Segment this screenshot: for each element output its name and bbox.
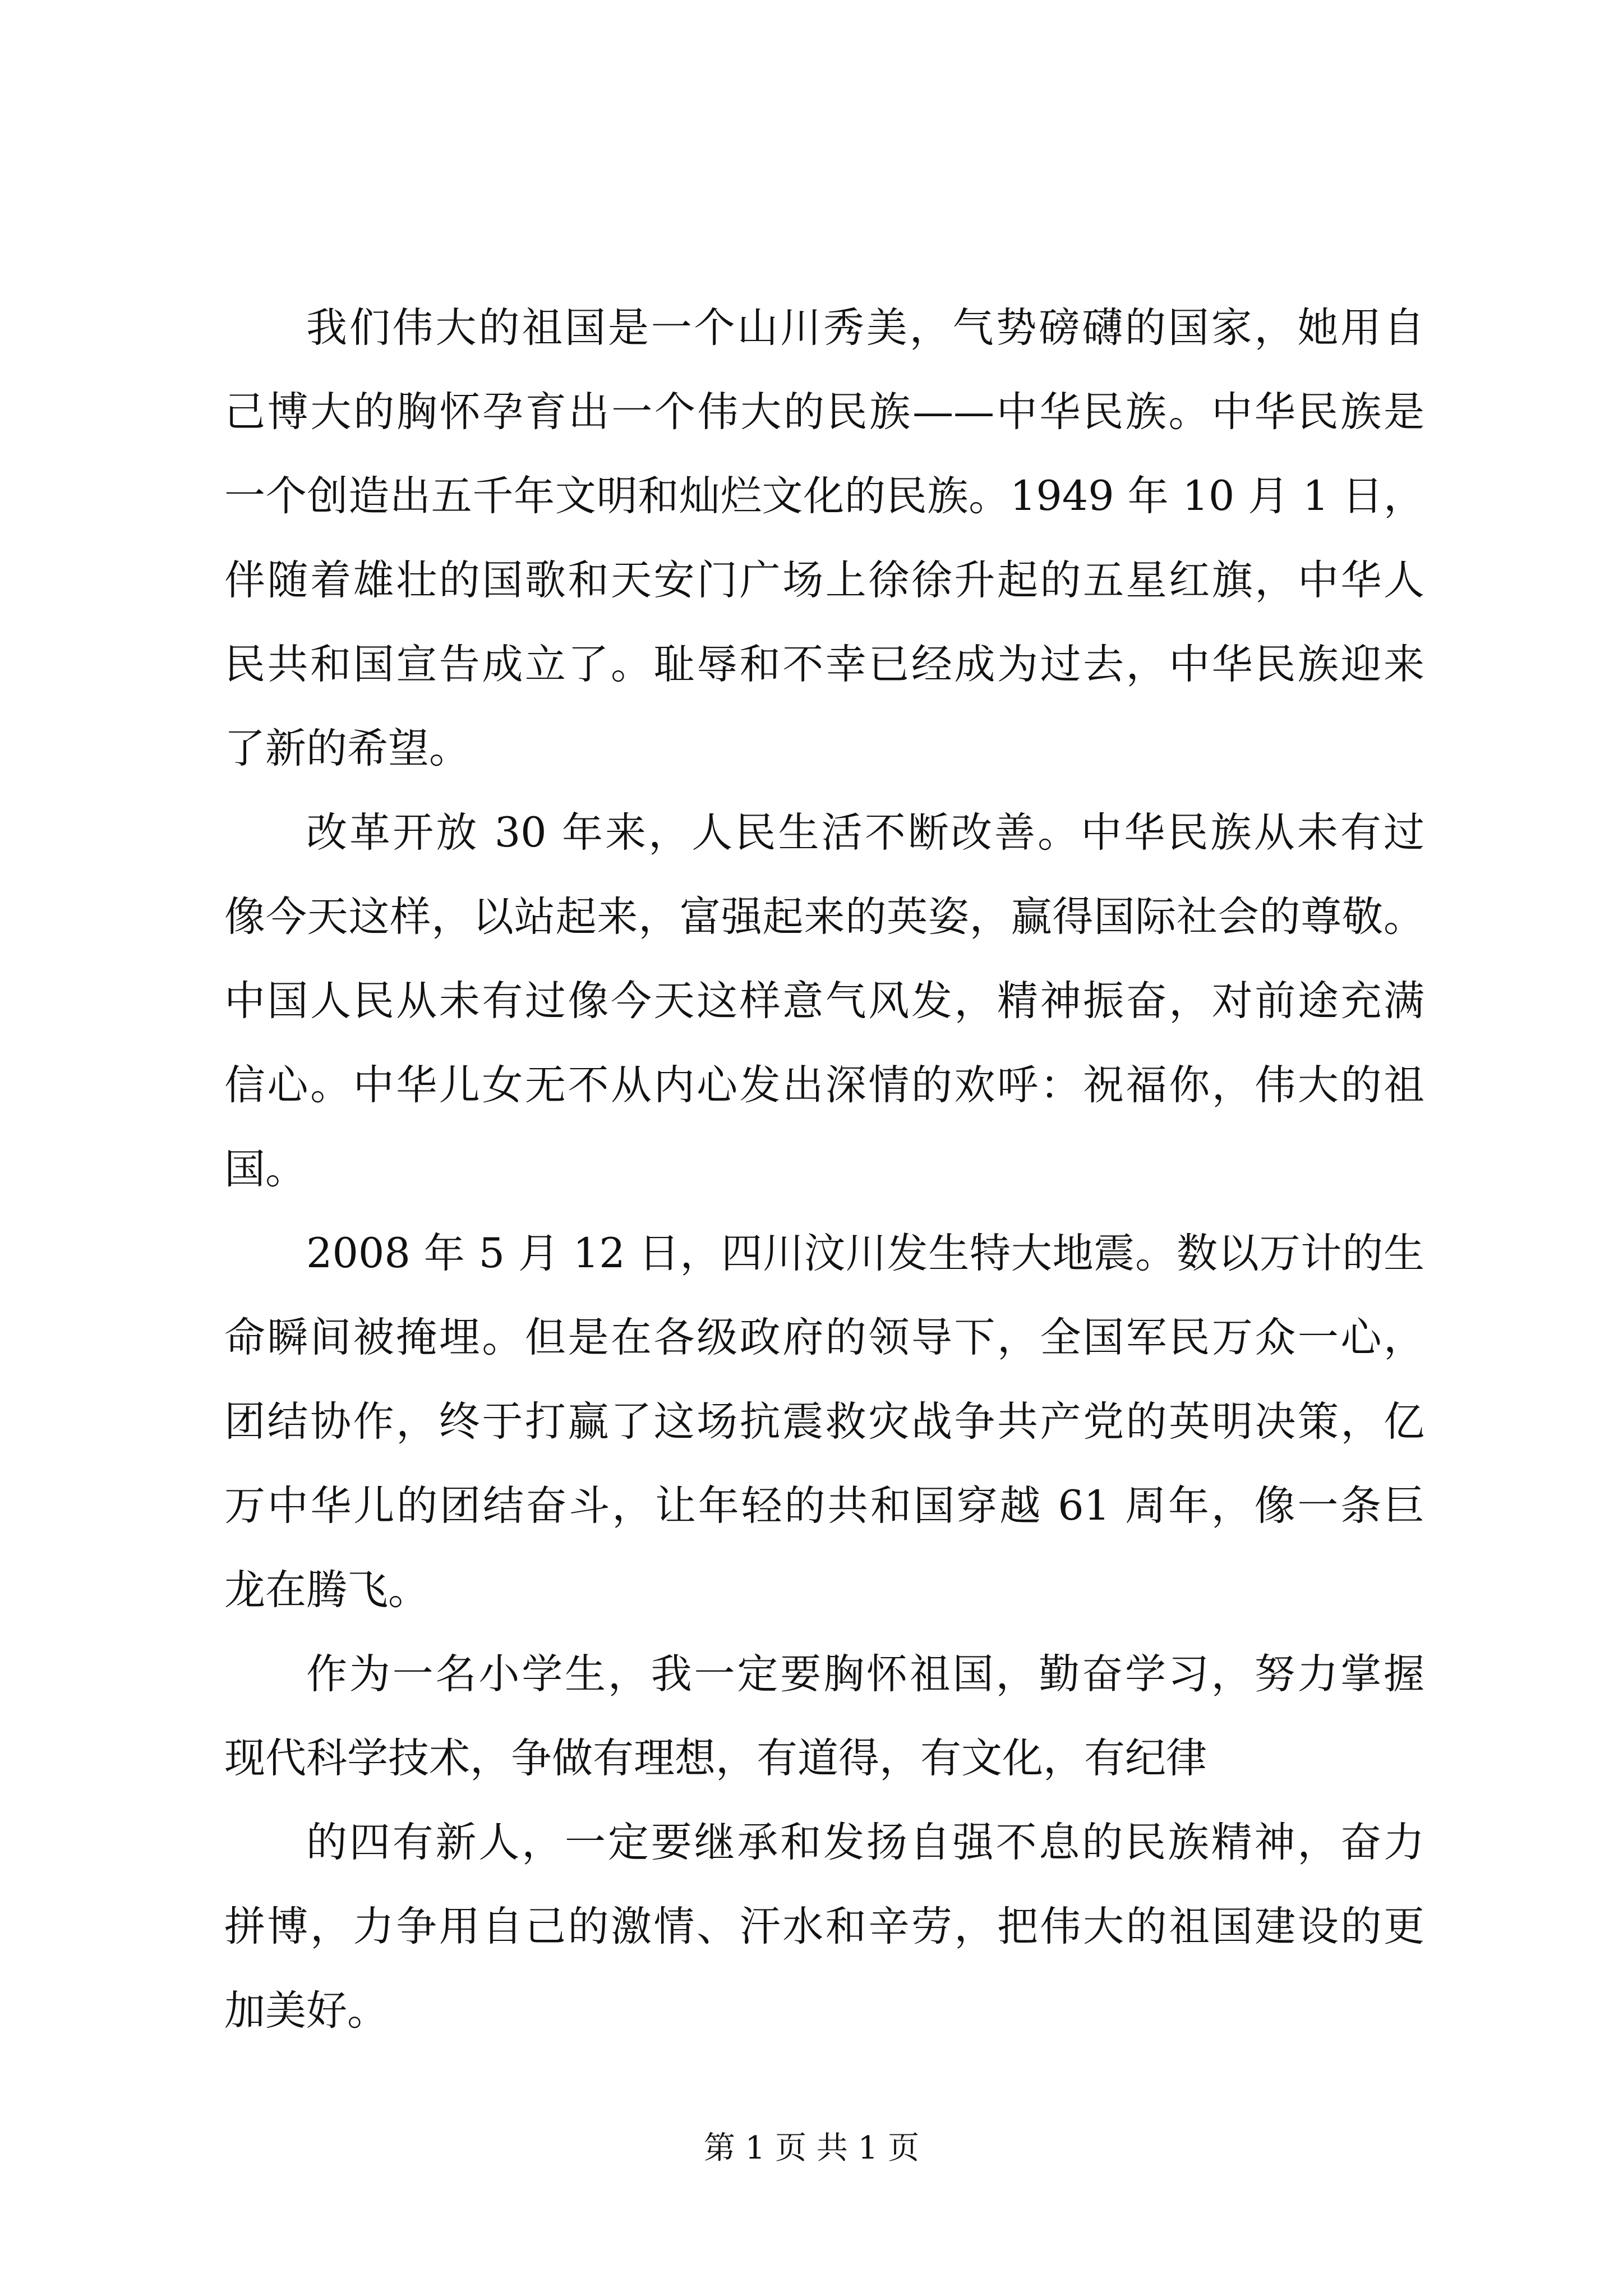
paragraph-3: [224, 1212, 1424, 1632]
text-line: 信心。中华儿女无不从内心发出深情的欢呼：祝福你，伟大的祖: [224, 1061, 1424, 1109]
text-line: 2008 年 5 月 12 日，四川汶川发生特大地震。数以万计的生: [306, 1230, 1424, 1277]
text-line: 像今天这样，以站起来，富强起来的英姿，赢得国际社会的尊敬。: [224, 893, 1424, 941]
text-line: 伴随着雄壮的国歌和天安门广场上徐徐升起的五星红旗，中华人: [224, 556, 1424, 604]
text-line: 国。: [224, 1145, 306, 1193]
text-line: 一个创造出五千年文明和灿烂文化的民族。1949 年 10 月 1 日，: [224, 472, 1424, 520]
text-line: 己博大的胸怀孕育出一个伟大的民族——中华民族。中华民族是: [224, 388, 1424, 436]
paragraph-2: [224, 791, 1424, 1212]
text-line: 现代科学技术，争做有理想，有道得，有文化，有纪律: [224, 1734, 1207, 1782]
text-line: 团结协作，终于打赢了这场抗震救灾战争共产党的英明决策，亿: [224, 1398, 1424, 1446]
text-line: 龙在腾飞。: [224, 1566, 429, 1614]
text-line: 拼博，力争用自己的激情、汗水和辛劳，把伟大的祖国建设的更: [224, 1903, 1424, 1950]
text-line: 加美好。: [224, 1987, 388, 2035]
text-line: 改革开放 30 年来，人民生活不断改善。中华民族从未有过: [306, 809, 1424, 857]
paragraph-1: [224, 286, 1424, 791]
document-body: [224, 286, 1424, 2053]
text-line: 民共和国宣告成立了。耻辱和不幸已经成为过去，中华民族迎来: [224, 641, 1424, 688]
text-line: 的四有新人，一定要继承和发扬自强不息的民族精神，奋力: [306, 1819, 1424, 1866]
page-number-footer: 第 1 页 共 1 页: [703, 2130, 920, 2166]
paragraph-4: [224, 1632, 1424, 1801]
text-line: 命瞬间被掩埋。但是在各级政府的领导下，全国军民万众一心，: [224, 1314, 1424, 1361]
text-line: 作为一名小学生，我一定要胸怀祖国，勤奋学习，努力掌握: [306, 1650, 1424, 1698]
paragraph-5: [224, 1801, 1424, 2053]
text-line: 中国人民从未有过像今天这样意气风发，精神振奋，对前途充满: [224, 977, 1424, 1025]
text-line: 我们伟大的祖国是一个山川秀美，气势磅礴的国家，她用自: [306, 304, 1424, 352]
text-line: 万中华儿的团结奋斗，让年轻的共和国穿越 61 周年，像一条巨: [224, 1482, 1424, 1530]
text-line: 了新的希望。: [224, 725, 470, 772]
